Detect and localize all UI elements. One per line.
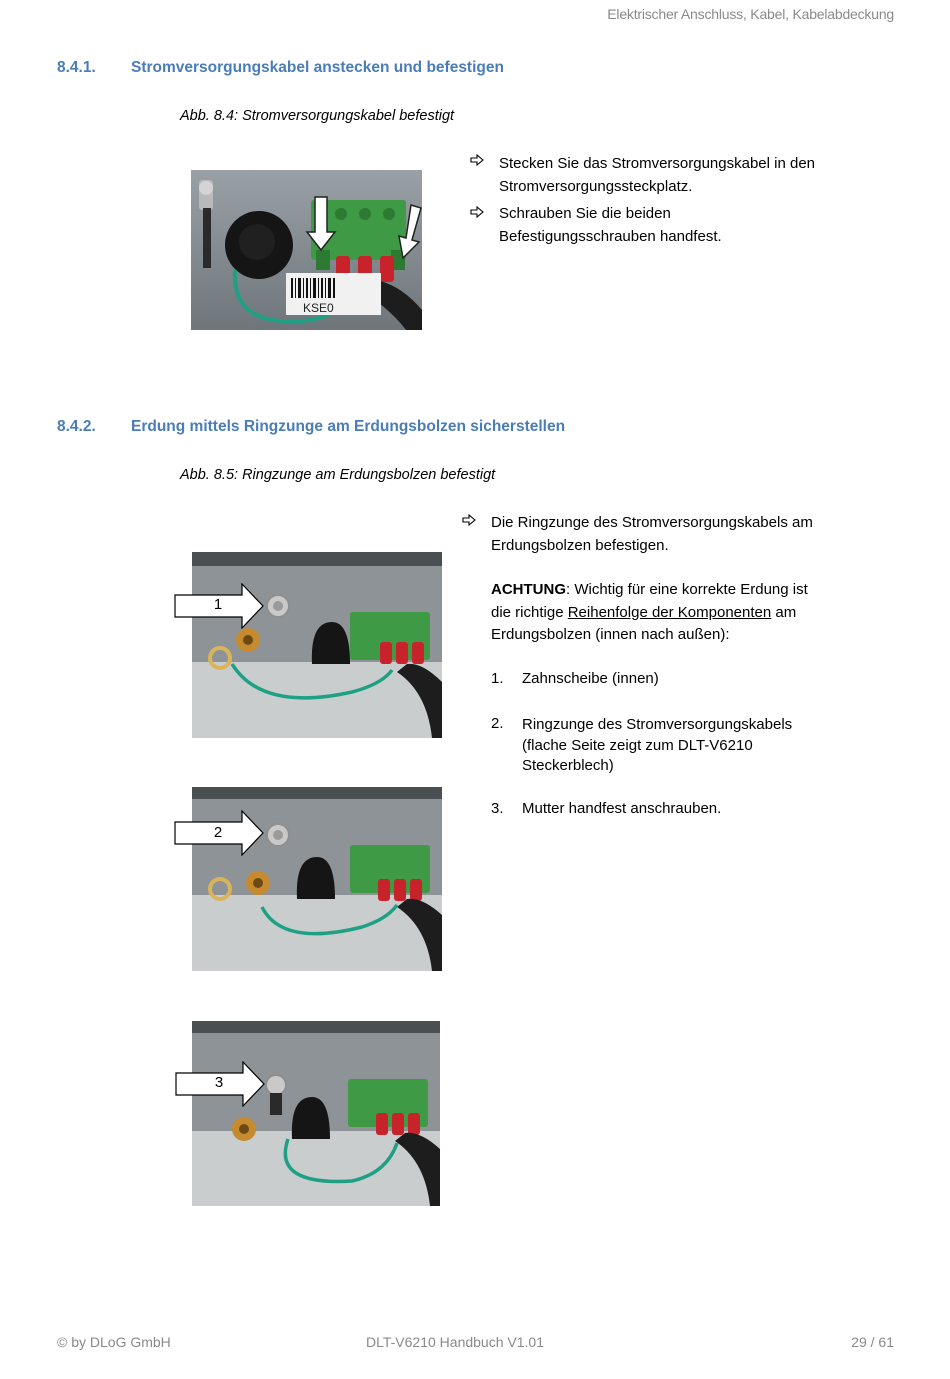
footer-document: DLT-V6210 Handbuch V1.01 xyxy=(366,1334,544,1350)
list-number: 2. xyxy=(491,715,504,732)
arrow-right-outline-icon xyxy=(462,514,476,526)
figure-caption: Abb. 8.4: Stromversorgungskabel befestigt xyxy=(180,108,455,124)
list-item: Zahnscheibe (innen) xyxy=(522,670,659,687)
list-number: 3. xyxy=(491,800,504,817)
emphasis-underline: Reihenfolge der Komponenten xyxy=(567,603,772,621)
warning-label: ACHTUNG xyxy=(491,581,566,598)
power-cable-photo xyxy=(191,170,422,330)
list-number: 1. xyxy=(491,670,504,687)
list-item: Mutter handfest anschrauben. xyxy=(522,800,722,817)
arrow-right-outline-icon xyxy=(470,154,484,166)
arrow-right-outline-icon xyxy=(470,206,484,218)
barcode-label-text: KSE0 xyxy=(303,301,334,315)
figure-caption: Abb. 8.5: Ringzunge am Erdungsbolzen befestigt xyxy=(180,467,496,483)
section-title: Erdung mittels Ringzunge am Erdungsbolzen sicherstellen xyxy=(131,418,566,435)
footer-copyright: © by DLoG GmbH xyxy=(57,1334,171,1350)
grounding-photo-1 xyxy=(192,552,442,738)
grounding-photo-3 xyxy=(192,1021,440,1206)
callout-number: 3 xyxy=(214,1074,224,1091)
instruction-text: Die Ringzunge des Stromversorgungskabels am Erdungsbolzen befestigen. xyxy=(491,514,813,554)
list-item: Ringzunge des Stromversorgungskabels (flache Seite zeigt zum DLT-V6210 Steckerblech) xyxy=(522,716,793,774)
warning-block: ACHTUNG: Wichtig für eine korrekte Erdung ist die richtige Reihenfolge der Komponenten am Erdungsbolzen (innen nach außen): xyxy=(491,581,808,643)
running-header: Elektrischer Anschluss, Kabel, Kabelabdeckung xyxy=(607,6,894,22)
step-item: Schrauben Sie die beiden Befestigungsschrauben handfest. xyxy=(499,205,722,245)
callout-number: 2 xyxy=(213,824,223,841)
footer-page-number: 29 / 61 xyxy=(851,1334,894,1350)
section-title: Stromversorgungskabel anstecken und befestigen xyxy=(131,59,504,76)
section-number: 8.4.2. xyxy=(57,418,96,435)
section-number: 8.4.1. xyxy=(57,59,96,76)
callout-number: 1 xyxy=(213,596,223,613)
step-item: Stecken Sie das Stromversorgungskabel in den Stromversorgungssteckplatz. xyxy=(499,155,816,195)
